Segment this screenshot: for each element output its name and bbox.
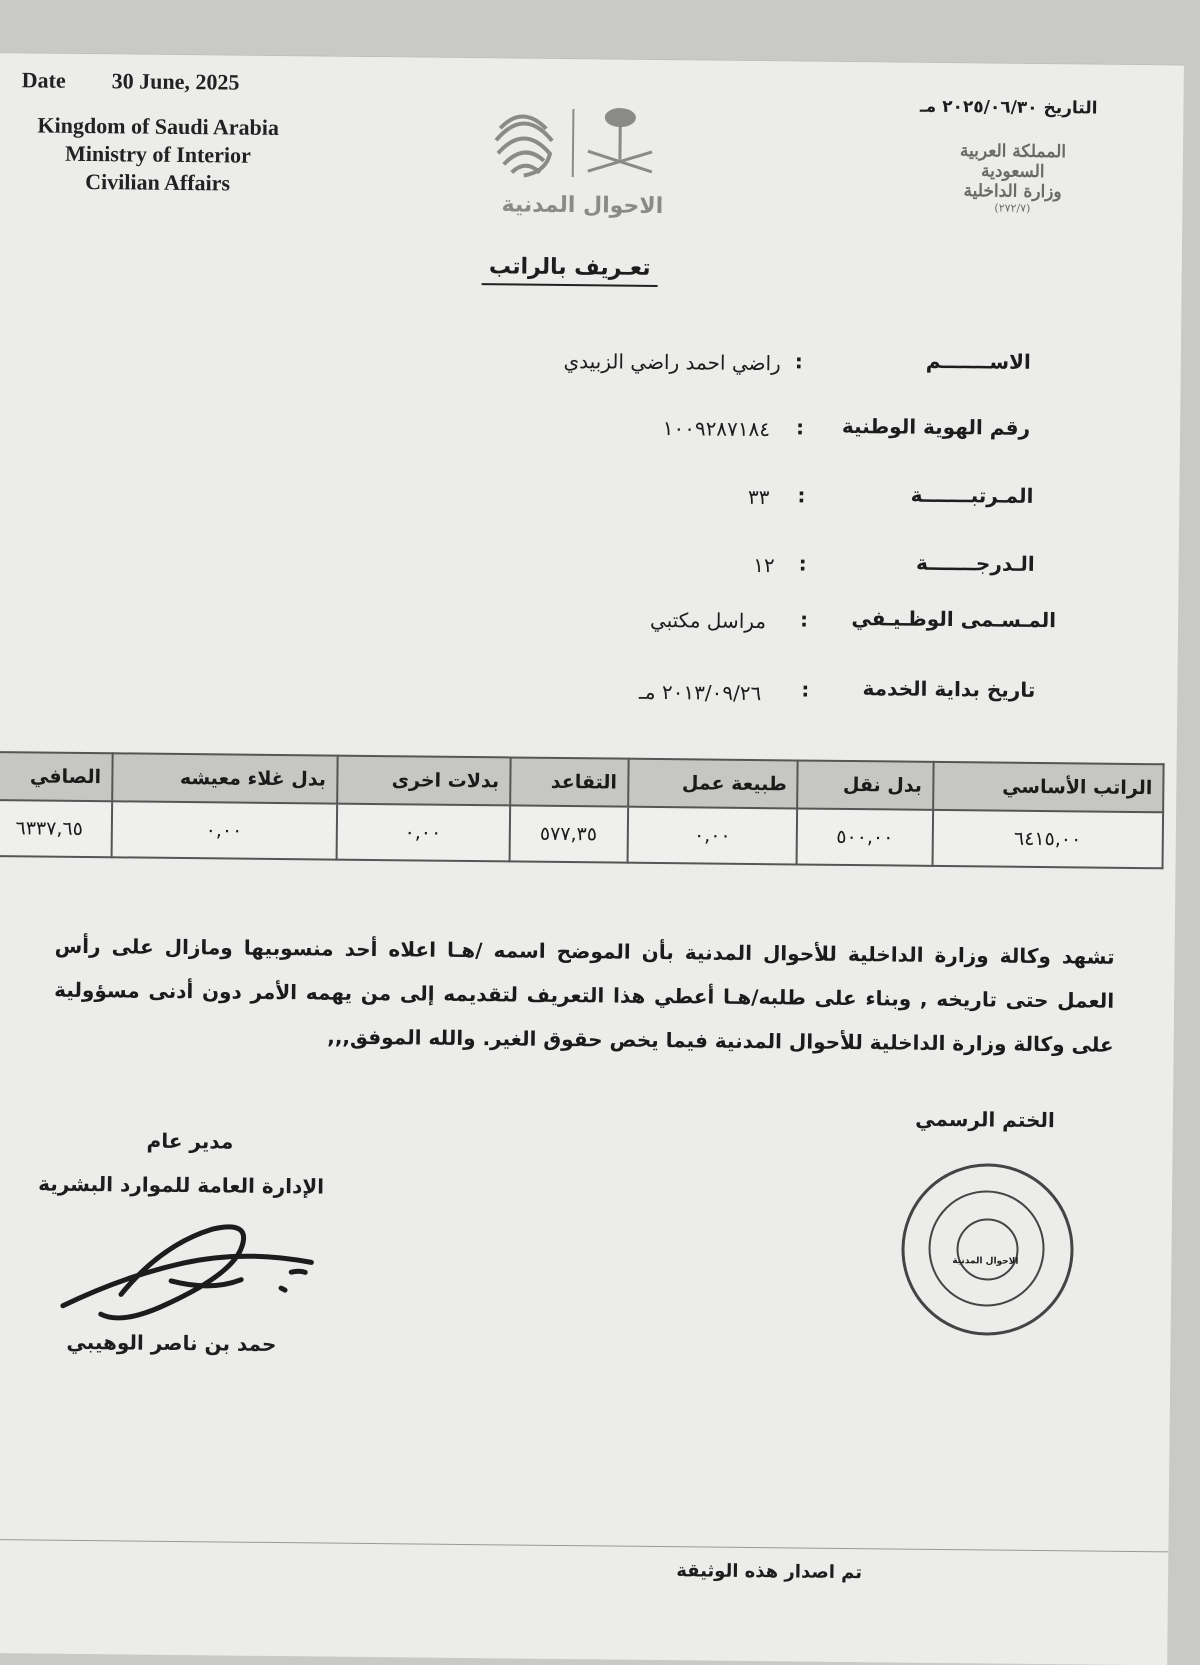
page-title: تعـريف بالراتب [482,254,658,287]
table-row [0,800,1163,868]
fingerprint-palm-icon [488,98,679,190]
org-name-en [13,111,304,198]
field-colon: : [801,677,809,701]
handwritten-signature [51,1214,332,1327]
cell-retirement: ٥٧٧,٣٥ [509,805,628,862]
date-label: Date [22,67,66,93]
org-line: Kingdom of Saudi Arabia [13,111,303,142]
signatory-title: مدير عام [146,1129,233,1154]
field-rank [0,53,1184,65]
certification-statement: تشهد وكالة وزارة الداخلية للأحوال المدنية بأن الموضح اسمه /هـا اعلاه أحد منسوبيها ومازال على رأس العمل حتى تاريخه , وبناء على طلبه/هـا أعطي هذا التعريف لتقديمه إلى من يهمه الأمر دون أدنى مسؤولية على وكالة وزارة الداخلية للأحوال المدنية فيما يخص حقوق الغير. والله الموفق,,, [53,924,1114,1067]
col-other-allowances: بدلات اخرى [337,756,511,806]
field-grade [0,53,1184,65]
field-label: الاســـــــم [926,349,1031,374]
field-colon: : [795,349,803,373]
col-retirement: التقاعد [510,757,628,806]
field-label: تاريخ بداية الخدمة [862,676,1035,702]
field-value: ١٢ [753,553,775,577]
salary-table [0,751,1165,869]
field-name [0,53,1184,65]
field-colon: : [800,607,808,631]
field-job-title [0,53,1184,65]
field-value: ٣٣ [748,485,770,509]
footer-note: تم اصدار هذه الوثيقة [676,1560,862,1583]
footer-divider [0,1539,1168,1552]
org-name-ar [932,141,1093,216]
seal-text: الاحوال المدنية [940,1256,1030,1267]
document-page [0,52,1184,1665]
org-code-ar: (٢٧٢/٧) [932,201,1092,216]
field-label: رقم الهوية الوطنية [842,414,1030,440]
logo-text: الاحوال المدنية [487,192,677,219]
field-colon: : [796,415,804,439]
cell-transport: ٥٠٠,٠٠ [797,808,933,865]
col-transport: بدل نقل [798,760,934,809]
cell-basic-salary: ٦٤١٥,٠٠ [932,810,1163,868]
field-service-start [0,53,1184,65]
date-value: 30 June, 2025 [112,68,240,95]
seal-emblem [956,1218,1019,1281]
field-label: المـسـمى الوظـيـفي [851,606,1056,632]
cell-other-allowances: ٠,٠٠ [336,804,510,862]
org-line: Civilian Affairs [13,167,303,198]
org-line-ar: وزارة الداخلية [932,181,1092,203]
field-label: المـرتبـــــــة [911,483,1034,508]
col-basic-salary: الراتب الأساسي [933,762,1164,812]
civil-affairs-logo [487,98,678,220]
field-value: ١٠٠٩٢٨٧١٨٤ [663,416,771,441]
stamp-label: الختم الرسمي [915,1107,1055,1132]
signatory-name: حمد بن ناصر الوهيبي [66,1330,276,1356]
field-colon: : [797,483,805,507]
col-work-nature: طبيعة عمل [628,759,798,809]
cell-cost-of-living: ٠,٠٠ [111,801,336,859]
org-line: Ministry of Interior [13,139,303,170]
field-value: مراسل مكتبي [650,608,766,633]
org-line-ar: المملكة العربية السعودية [933,141,1093,183]
date-ar: التاريخ ٢٠٢٥/٠٦/٣٠ مـ [920,97,1098,119]
field-label: الـدرجـــــــة [916,551,1035,576]
cell-net: ٦٣٣٧,٦٥ [0,800,112,857]
col-cost-of-living: بدل غلاء معيشه [112,753,337,803]
field-national-id [0,53,1184,65]
official-seal [901,1163,1075,1337]
field-value: ٢٠١٣/٠٩/٢٦ مـ [639,680,762,705]
col-net: الصافي [0,752,112,801]
cell-work-nature: ٠,٠٠ [627,807,797,865]
field-value: راضي احمد راضي الزبيدي [563,349,780,375]
signatory-department: الإدارة العامة للموارد البشرية [38,1172,324,1199]
field-colon: : [799,551,807,575]
